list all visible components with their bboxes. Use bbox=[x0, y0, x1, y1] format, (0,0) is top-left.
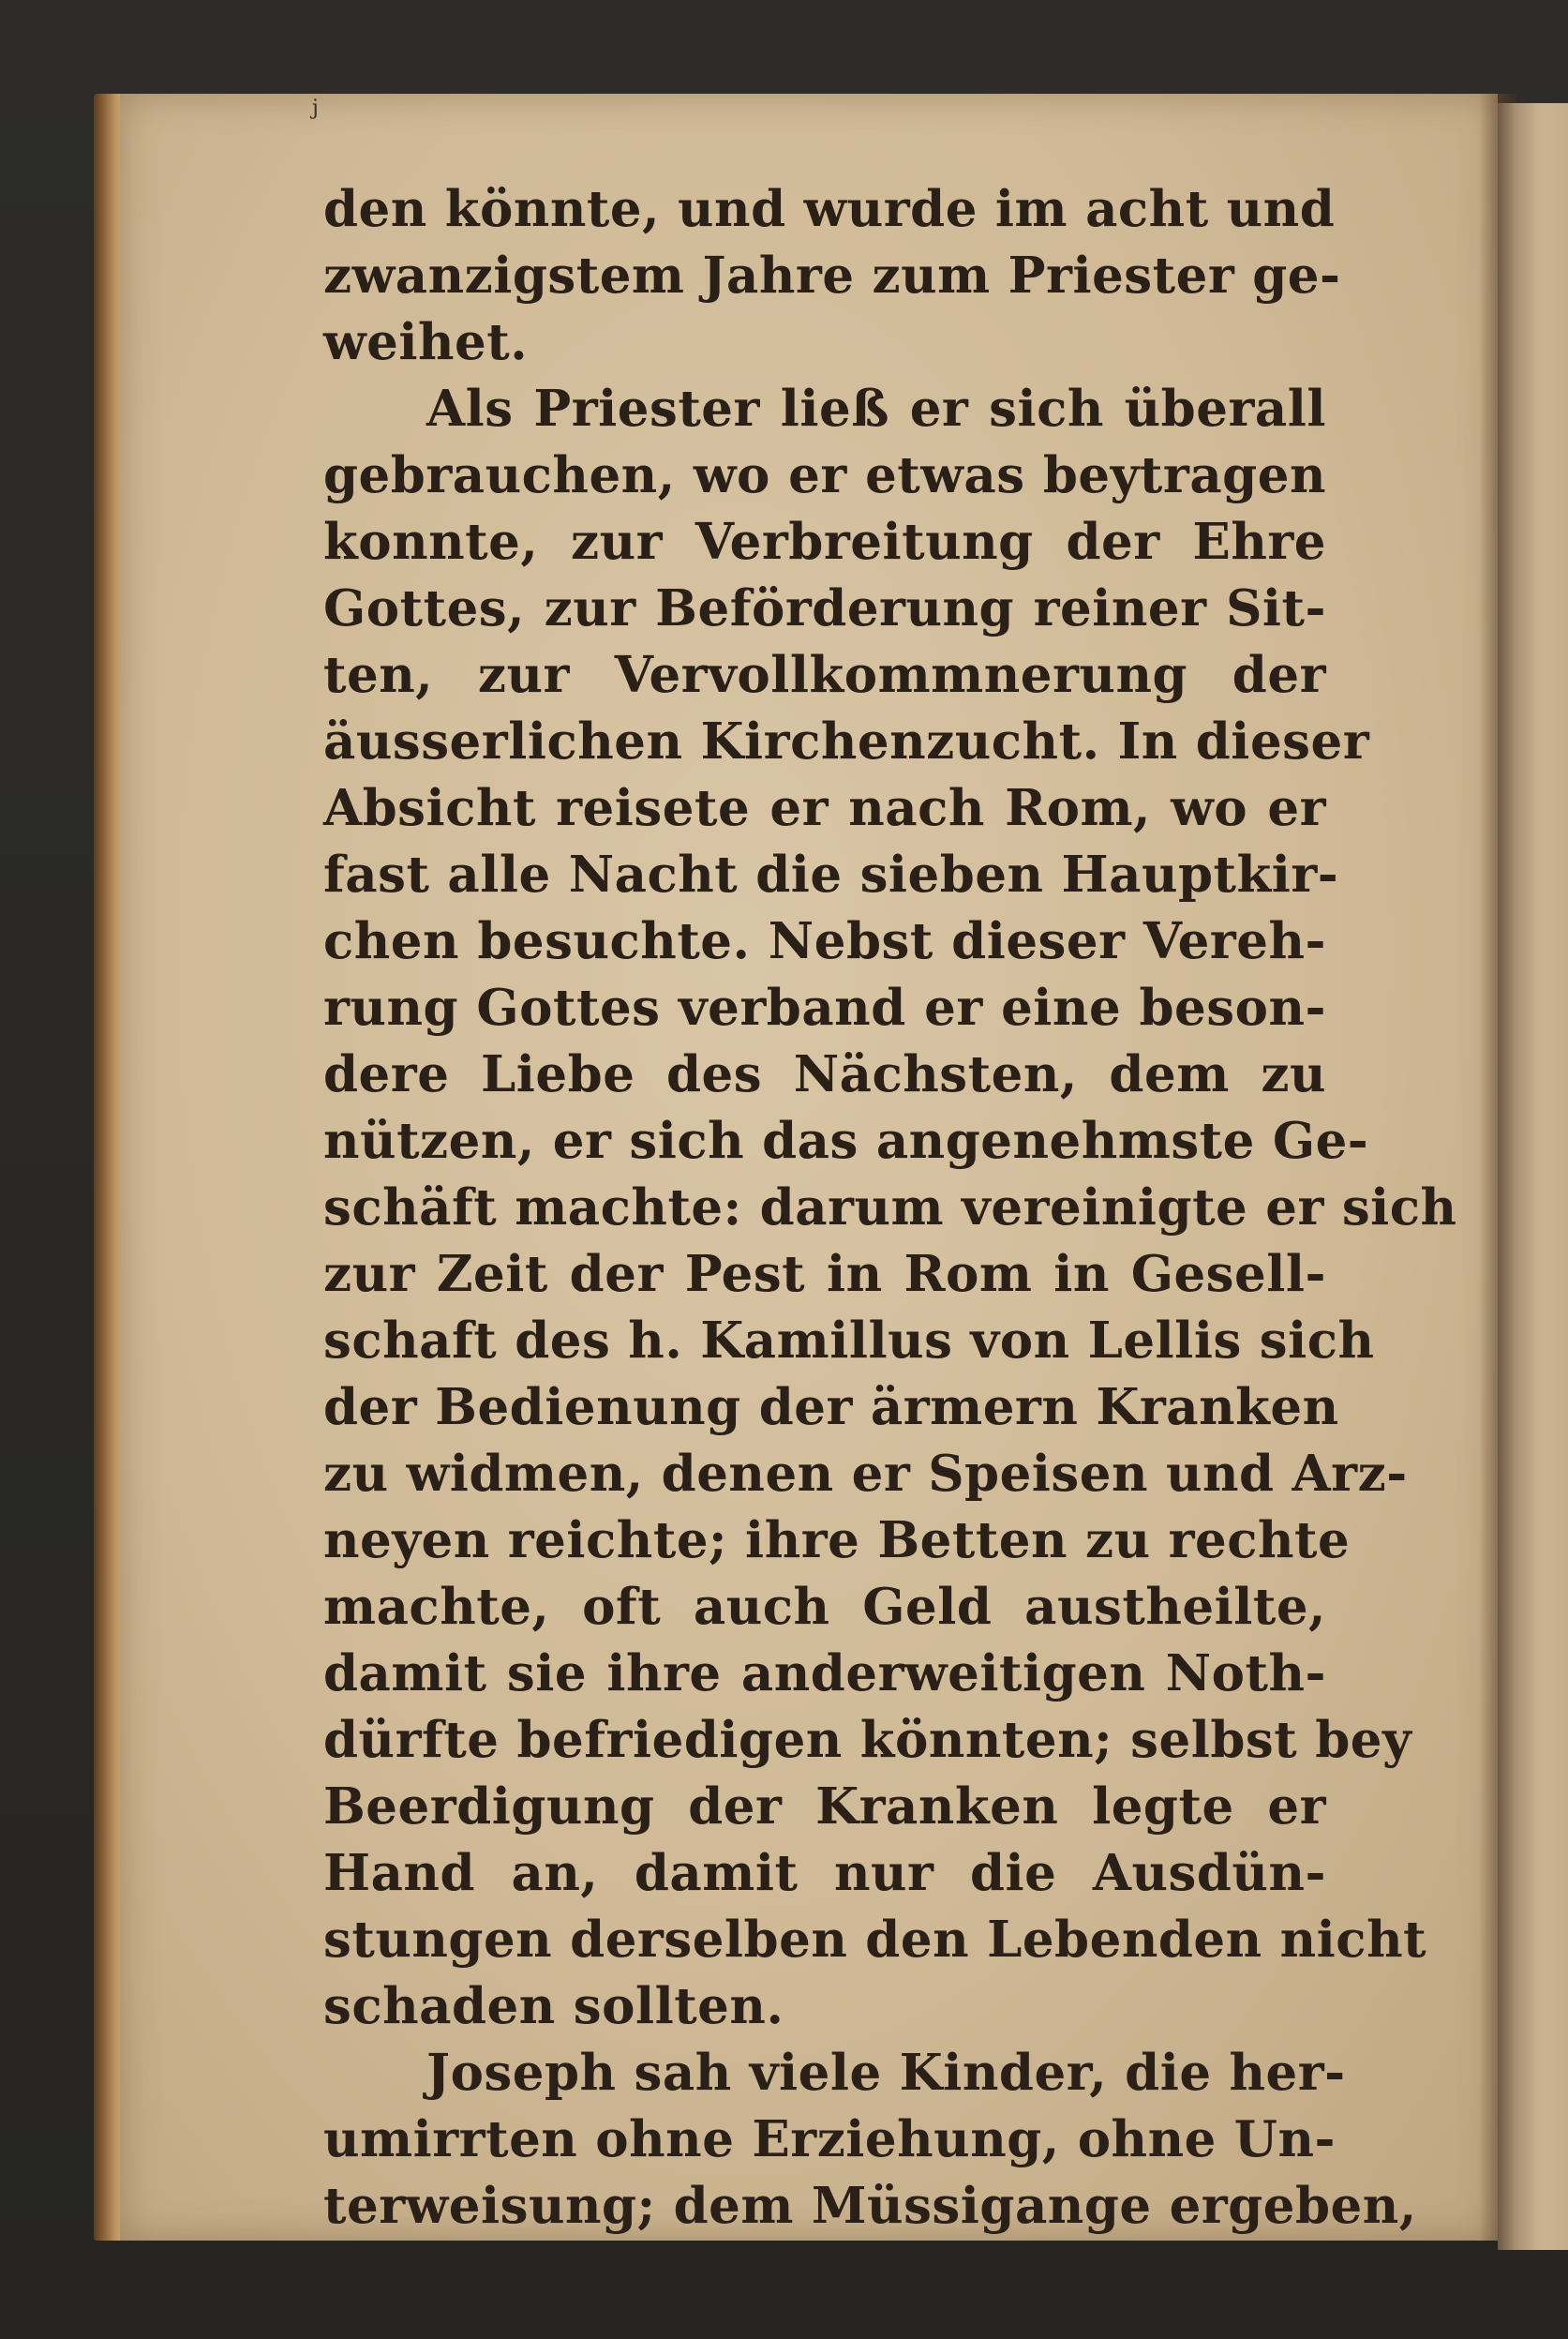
text-line: dürfte befriedigen könnten; selbst bey bbox=[323, 1711, 1412, 1769]
text-line: dere Liebe des Nächsten, dem zu bbox=[323, 1045, 1326, 1103]
text-line: Joseph sah viele Kinder, die her- bbox=[426, 2044, 1346, 2102]
text-line: zur Zeit der Pest in Rom in Gesell- bbox=[323, 1245, 1326, 1303]
text-line: schäft machte: darum vereinigte er sich bbox=[323, 1178, 1457, 1237]
text-line: schaft des h. Kamillus von Lellis sich bbox=[323, 1312, 1375, 1370]
text-line: Beerdigung der Kranken legte er bbox=[323, 1777, 1326, 1836]
text-line: äusserlichen Kirchenzucht. In dieser bbox=[323, 712, 1370, 771]
text-line: stungen derselben den Lebenden nicht bbox=[323, 1911, 1427, 1969]
text-line: zwanzigstem Jahre zum Priester ge- bbox=[323, 247, 1341, 305]
text-line: konnte, zur Verbreitung der Ehre bbox=[323, 513, 1326, 571]
text-line: der Bedienung der ärmern Kranken bbox=[323, 1378, 1339, 1436]
text-line: Absicht reisete er nach Rom, wo er bbox=[323, 779, 1326, 837]
text-line: umirrten ohne Erziehung, ohne Un- bbox=[323, 2110, 1337, 2168]
text-line: machte, oft auch Geld austheilte, bbox=[323, 1578, 1326, 1636]
text-line: rung Gottes verband er eine beson- bbox=[323, 979, 1326, 1037]
text-line: neyen reichte; ihre Betten zu rechte bbox=[323, 1511, 1351, 1569]
text-line: chen besuchte. Nebst dieser Vereh- bbox=[323, 912, 1326, 970]
text-line: den könnte, und wurde im acht und bbox=[323, 180, 1336, 238]
page-mark: j bbox=[312, 97, 319, 120]
text-line: Als Priester ließ er sich überall bbox=[426, 380, 1326, 438]
text-line: Hand an, damit nur die Ausdün- bbox=[323, 1844, 1326, 1902]
text-line: zu widmen, denen er Speisen und Arz- bbox=[323, 1445, 1408, 1503]
text-line: nützen, er sich das angenehmste Ge- bbox=[323, 1112, 1369, 1170]
text-line: weihet. bbox=[323, 313, 529, 371]
text-line: fast alle Nacht die sieben Hauptkir- bbox=[323, 846, 1339, 904]
facing-page bbox=[1498, 103, 1568, 2250]
text-line: Gottes, zur Beförderung reiner Sit- bbox=[323, 579, 1326, 637]
text-line: schaden sollten. bbox=[323, 1977, 784, 2035]
text-line: damit sie ihre anderweitigen Noth- bbox=[323, 1644, 1326, 1702]
text-line: ten, zur Vervollkommnerung der bbox=[323, 646, 1326, 704]
text-line: gebrauchen, wo er etwas beytragen bbox=[323, 446, 1326, 504]
body-text bbox=[323, 176, 1457, 2240]
text-line: terweisung; dem Müssigange ergeben, bbox=[323, 2177, 1417, 2235]
